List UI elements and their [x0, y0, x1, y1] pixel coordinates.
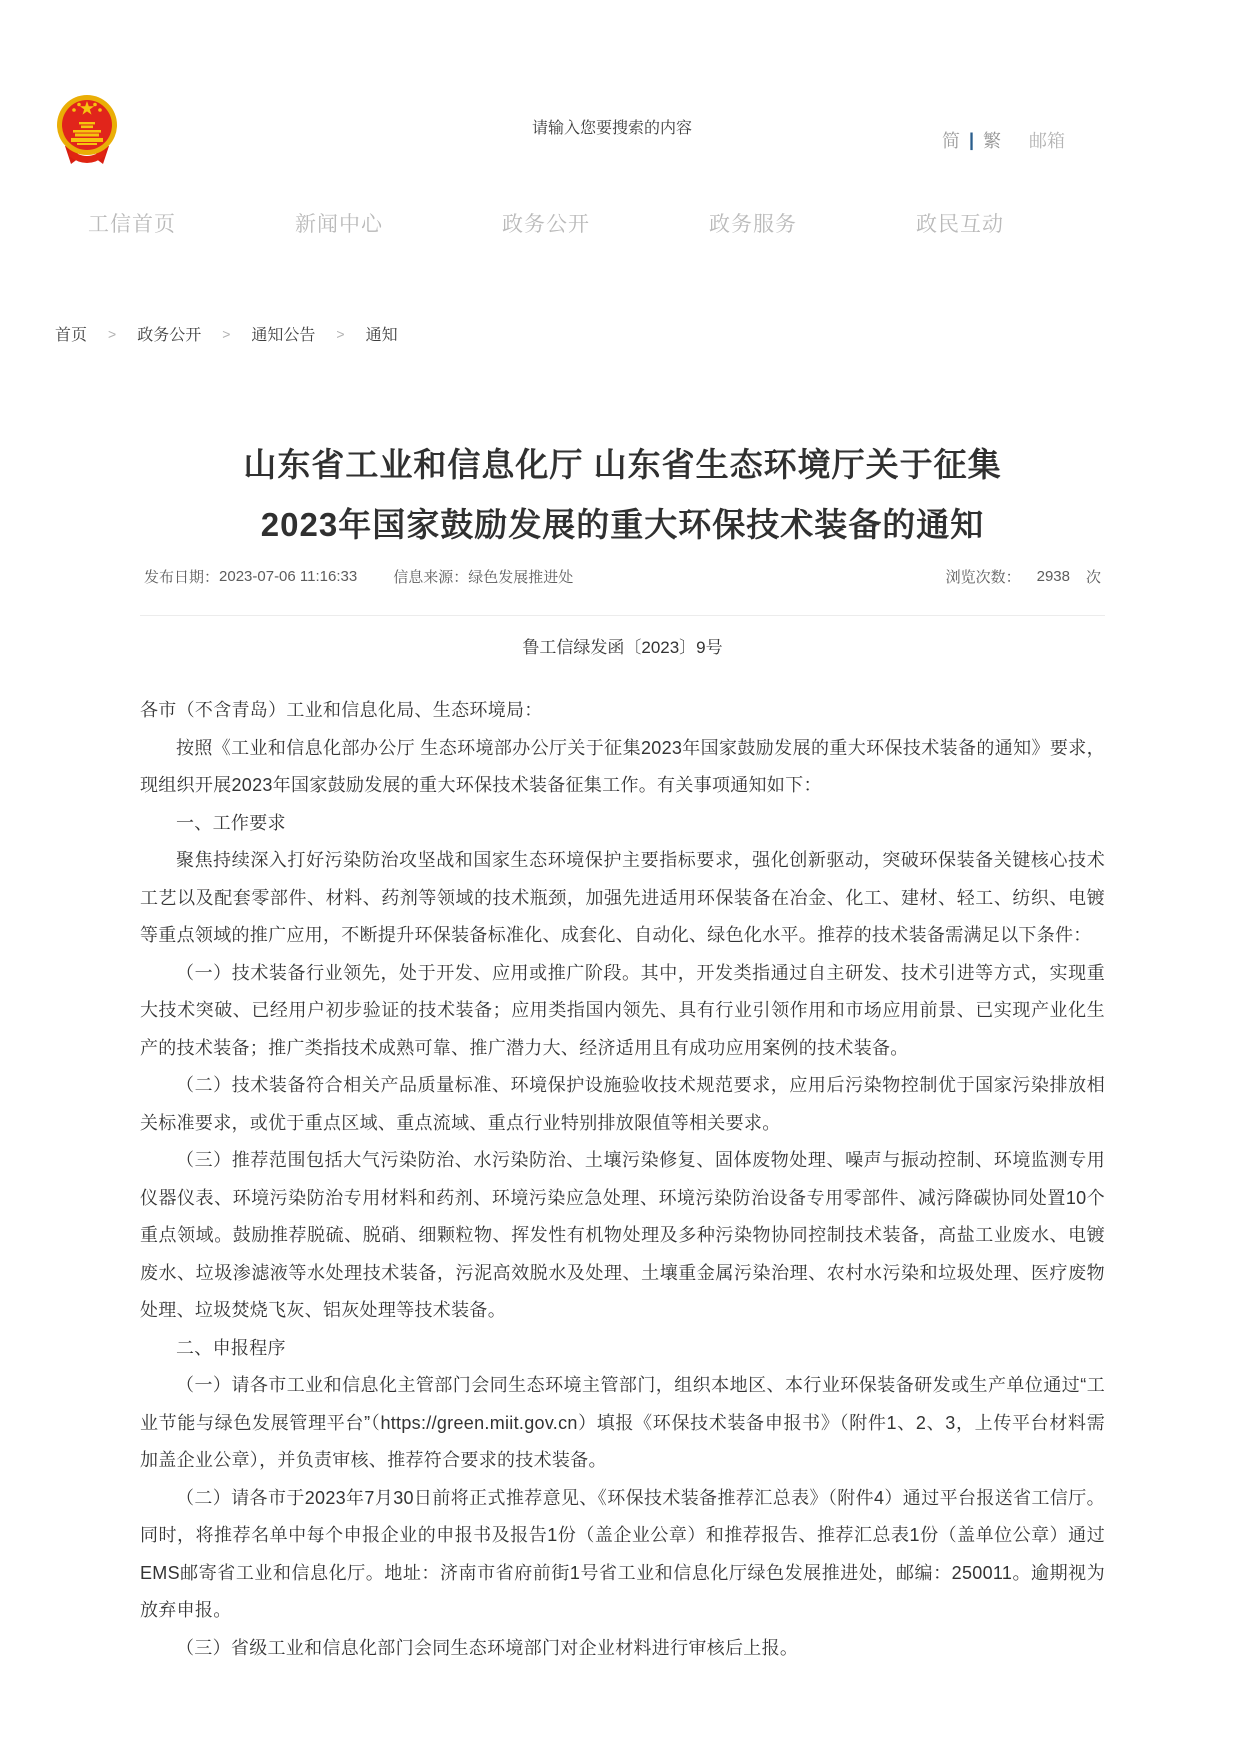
salutation: 各市（不含青岛）工业和信息化局、生态环境局： [140, 700, 543, 720]
paragraph: 按照《工业和信息化部办公厅 生态环境部办公厅关于征集2023年国家鼓励发展的重大环保技术装备的通知》要求，现组织开展2023年国家鼓励发展的重大环保技术装备征集工作。有关事项通知如下： [140, 737, 1105, 795]
nav-item-news[interactable]: 新闻中心 [295, 213, 383, 236]
mailbox-link[interactable]: 邮箱 [1029, 131, 1066, 151]
language-links [942, 127, 1065, 153]
section-heading-2: 二、申报程序 [176, 1337, 286, 1358]
paragraph: （三）推荐范围包括大气污染防治、水污染防治、土壤污染修复、固体废物处理、噪声与振动控制、环境监测专用仪器仪表、环境污染防治专用材料和药剂、环境污染应急处理、环境污染防治设备专用零部件、减污降碳协同处置10个重点领域。鼓励推荐脱硫、脱硝、细颗粒物、挥发性有机物处理及多种污染物协同控制技术装备，高盐工业废水、电镀废水、垃圾渗滤液等水处理技术装备，污泥高效脱水及处理、土壤重金属污染治理、农村水污染和垃圾处理、医疗废物处理、垃圾焚烧飞灰、铝灰处理等技术装备。 [140, 1150, 1105, 1320]
source-label: 信息来源： [393, 568, 469, 586]
publish-date-label: 发布日期： [144, 568, 220, 586]
page-title [140, 435, 1105, 555]
publish-date-value: 2023-07-06 11:16:33 [219, 567, 358, 585]
paragraph: （二）请各市于2023年7月30日前将正式推荐意见、《环保技术装备推荐汇总表》（附件4）通过平台报送省工信厅。同时，将推荐名单中每个申报企业的申报书及报告1份（盖企业公章）和推荐报告、推荐汇总表1份（盖单位公章）通过EMS邮寄省工业和信息化厅。地址：济南市省府前街1号省工业和信息化厅绿色发展推进处，邮编：250011。逾期视为放弃申报。 [140, 1487, 1105, 1620]
national-emblem-icon [54, 92, 120, 168]
main-nav [88, 208, 1004, 238]
paragraph: （三）省级工业和信息化部门会同生态环境部门对企业材料进行审核后上报。 [176, 1637, 799, 1658]
breadcrumb-gov-affairs[interactable]: 政务公开 [137, 327, 202, 344]
breadcrumb [55, 322, 398, 345]
views-unit: 次 [1085, 568, 1101, 586]
page-title-line2: 2023年国家鼓励发展的重大环保技术装备的通知 [260, 506, 985, 543]
breadcrumb-separator: > [222, 325, 231, 342]
article-body [140, 692, 1105, 1667]
nav-item-gov-services[interactable]: 政务服务 [709, 213, 797, 236]
nav-item-home[interactable]: 工信首页 [88, 213, 176, 236]
nav-item-interaction[interactable]: 政民互动 [916, 213, 1004, 236]
paragraph: 聚焦持续深入打好污染防治攻坚战和国家生态环境保护主要指标要求，强化创新驱动，突破环保装备关键核心技术工艺以及配套零部件、材料、药剂等领域的技术瓶颈，加强先进适用环保装备在冶金、化工、建材、轻工、纺织、电镀等重点领域的推广应用，不断提升环保装备标准化、成套化、自动化、绿色化水平。推荐的技术装备需满足以下条件： [140, 850, 1105, 945]
breadcrumb-notices[interactable]: 通知公告 [251, 327, 316, 344]
article-meta [140, 565, 1105, 587]
views-label: 浏览次数： [945, 568, 1021, 586]
nav-item-gov-affairs[interactable]: 政务公开 [502, 213, 590, 236]
national-emblem-logo[interactable] [54, 92, 120, 168]
breadcrumb-separator: > [108, 325, 117, 342]
article [140, 430, 1105, 1667]
document-number: 鲁工信绿发函〔2023〕9号 [522, 638, 723, 657]
paragraph: （二）技术装备符合相关产品质量标准、环境保护设施验收技术规范要求，应用后污染物控制优于国家污染排放相关标准要求，或优于重点区域、重点流域、重点行业特别排放限值等相关要求。 [140, 1075, 1105, 1133]
lang-simplified-link[interactable]: 简 [942, 131, 960, 151]
paragraph: （一）请各市工业和信息化主管部门会同生态环境主管部门，组织本地区、本行业环保装备研发或生产单位通过“工业节能与绿色发展管理平台”（https://green.miit.gov.cn）填报《环保技术装备申报书》（附件1、2、3，上传平台材料需加盖企业公章），并负责审核、推荐符合要求的技术装备。 [140, 1375, 1105, 1470]
divider [140, 615, 1105, 616]
paragraph: （一）技术装备行业领先，处于开发、应用或推广阶段。其中，开发类指通过自主研发、技术引进等方式，实现重大技术突破、已经用户初步验证的技术装备；应用类指国内领先、具有行业引领作用和市场应用前景、已实现产业化生产的技术装备；推广类指技术成熟可靠、推广潜力大、经济适用且有成功应用案例的技术装备。 [140, 962, 1105, 1058]
breadcrumb-home[interactable]: 首页 [55, 327, 88, 344]
breadcrumb-notice[interactable]: 通知 [365, 327, 398, 344]
search-input[interactable] [530, 110, 904, 148]
section-heading-1: 一、工作要求 [176, 812, 286, 833]
views-count: 2938 [1036, 567, 1070, 585]
lang-divider: | [969, 129, 975, 150]
page-title-line1: 山东省工业和信息化厅 山东省生态环境厅关于征集 [243, 446, 1002, 483]
source-value: 绿色发展推进处 [468, 568, 574, 586]
breadcrumb-separator: > [336, 325, 345, 342]
lang-traditional-link[interactable]: 繁 [983, 131, 1002, 151]
